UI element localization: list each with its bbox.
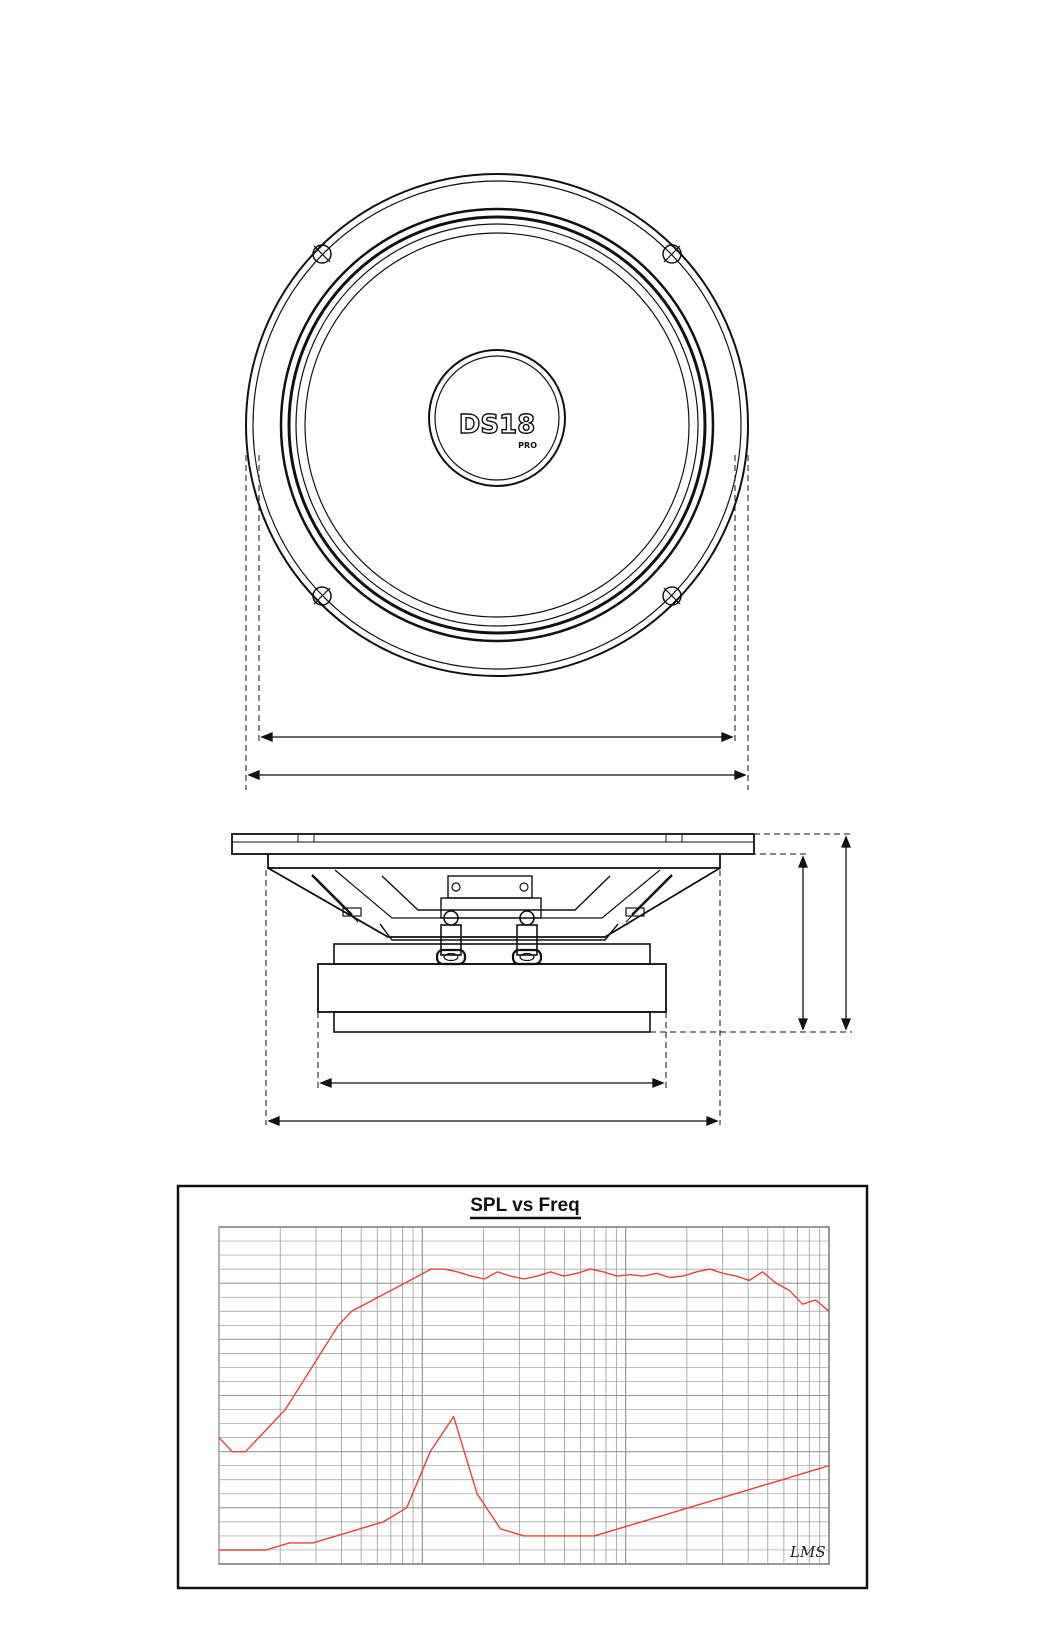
mounting-hole-bottom-right <box>663 587 681 605</box>
front-view <box>246 174 748 790</box>
logo-sub-text: PRO <box>518 441 537 450</box>
impedance-trace <box>219 1417 829 1550</box>
top-plate <box>334 944 650 964</box>
spl-trace <box>219 1269 829 1452</box>
brand-logo <box>459 410 537 450</box>
mounting-flange <box>232 834 754 854</box>
basket-rim <box>268 854 720 868</box>
magnet <box>318 964 666 1012</box>
chart-frame <box>178 1186 867 1588</box>
mounting-hole-bottom-left <box>313 587 331 605</box>
mounting-hole-top-right <box>663 245 681 263</box>
chart-grid <box>219 1227 829 1564</box>
basket-body <box>268 868 720 937</box>
logo-brand-text: DS18 <box>458 410 536 440</box>
lms-watermark: LMS <box>790 1543 826 1561</box>
side-view <box>232 834 852 1125</box>
side-extension-lines <box>266 834 852 1125</box>
mounting-hole-top-left <box>313 245 331 263</box>
side-dimension-arrows <box>269 837 850 1125</box>
chart-title: SPL vs Freq <box>470 1195 580 1216</box>
front-extension-lines <box>246 455 748 790</box>
back-plate <box>334 1012 650 1032</box>
front-dimension-arrows <box>249 733 745 779</box>
spl-chart <box>178 1186 867 1588</box>
